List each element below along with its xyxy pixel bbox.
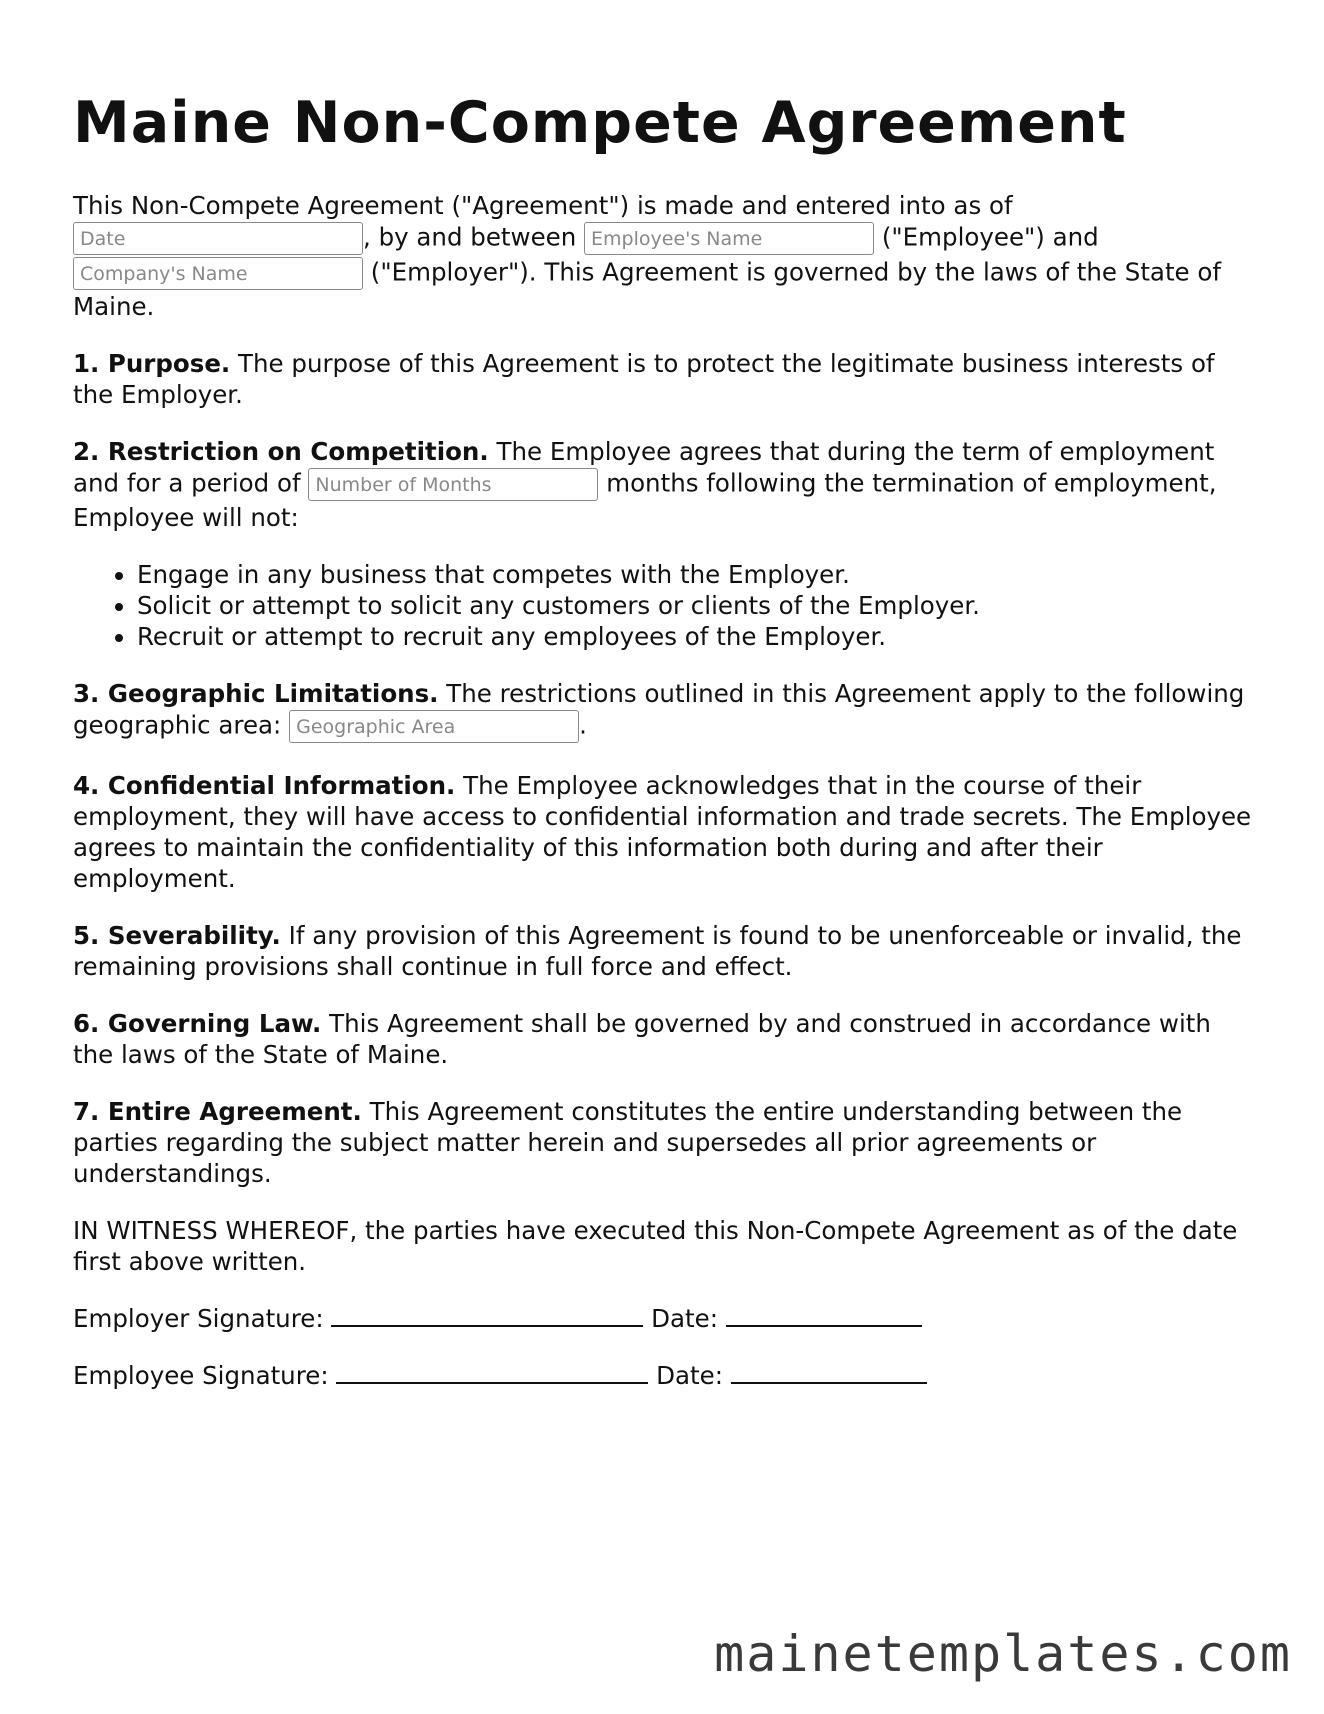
employee-signature-row bbox=[73, 1360, 1253, 1391]
employee-signature-blank[interactable] bbox=[336, 1362, 648, 1384]
months-input[interactable] bbox=[308, 468, 598, 501]
date-label: Date: bbox=[656, 1361, 723, 1390]
employer-signature-row bbox=[73, 1303, 1253, 1334]
employee-name-input[interactable] bbox=[584, 222, 874, 255]
witness-paragraph: IN WITNESS WHEREOF, the parties have executed this Non-Compete Agreement as of the date first above written. bbox=[73, 1216, 1238, 1276]
employer-date-blank[interactable] bbox=[726, 1305, 922, 1327]
section-heading: 5. Severability. bbox=[73, 921, 281, 950]
section-governing-law bbox=[73, 1008, 1253, 1070]
section-text: months following the termination of employment, Employee will not: bbox=[73, 468, 1217, 532]
intro-text-2: , by and between bbox=[363, 222, 577, 252]
employer-signature-blank[interactable] bbox=[331, 1305, 643, 1327]
section-text: The Employee agrees that during the term of employment and for a period of bbox=[73, 437, 1215, 498]
section-heading: 2. Restriction on Competition. bbox=[73, 437, 489, 466]
footer-brand-watermark: mainetemplates.com bbox=[714, 1625, 1292, 1683]
date-input[interactable] bbox=[73, 222, 363, 255]
agreement-body bbox=[73, 190, 1253, 1417]
section-restriction bbox=[73, 436, 1253, 533]
section-text: This Agreement shall be governed by and construed in accordance with the laws of the State of Maine. bbox=[73, 1009, 1211, 1069]
section-geographic bbox=[73, 678, 1253, 744]
section-text: If any provision of this Agreement is found to be unenforceable or invalid, the remaining provisions shall continue in full force and effect. bbox=[73, 921, 1242, 981]
section-text: The Employee acknowledges that in the course of their employment, they will have access to confidential information and trade secrets. The Employee agrees to maintain the confidentiality of this information both during and after their employment. bbox=[73, 771, 1252, 893]
list-item: • Engage in any business that competes with the Employer. bbox=[137, 559, 1253, 590]
section-text: . bbox=[579, 710, 587, 740]
section-entire-agreement bbox=[73, 1096, 1253, 1189]
section-confidential bbox=[73, 770, 1253, 894]
intro-text-3: ("Employee") and bbox=[881, 222, 1099, 252]
geographic-area-input[interactable] bbox=[289, 710, 579, 743]
date-label: Date: bbox=[651, 1304, 718, 1333]
list-item: • Recruit or attempt to recruit any employees of the Employer. bbox=[137, 621, 1253, 652]
page-title: Maine Non-Compete Agreement bbox=[73, 90, 1127, 156]
restriction-list bbox=[73, 559, 1253, 652]
list-item: • Solicit or attempt to solicit any customers or clients of the Employer. bbox=[137, 590, 1253, 621]
section-text: This Agreement constitutes the entire understanding between the parties regarding the subject matter herein and supersedes all prior agreements or understandings. bbox=[73, 1097, 1183, 1188]
section-heading: 4. Confidential Information. bbox=[73, 771, 456, 800]
employer-signature-label: Employer Signature: bbox=[73, 1304, 324, 1333]
company-name-input[interactable] bbox=[73, 257, 363, 290]
section-heading: 6. Governing Law. bbox=[73, 1009, 322, 1038]
section-heading: 7. Entire Agreement. bbox=[73, 1097, 362, 1126]
intro-paragraph bbox=[73, 190, 1253, 322]
intro-text-1: This Non-Compete Agreement ("Agreement") is made and entered into as of bbox=[73, 191, 1013, 220]
employee-date-blank[interactable] bbox=[731, 1362, 927, 1384]
section-heading: 3. Geographic Limitations. bbox=[73, 679, 439, 708]
section-text: The purpose of this Agreement is to protect the legitimate business interests of the Employer. bbox=[73, 349, 1215, 409]
section-purpose bbox=[73, 348, 1253, 410]
intro-text-4: ("Employer"). This Agreement is governed by the laws of the State of Maine. bbox=[73, 257, 1222, 321]
section-text: The restrictions outlined in this Agreement apply to the following geographic area: bbox=[73, 679, 1245, 740]
section-heading: 1. Purpose. bbox=[73, 349, 231, 378]
employee-signature-label: Employee Signature: bbox=[73, 1361, 329, 1390]
section-severability bbox=[73, 920, 1253, 982]
